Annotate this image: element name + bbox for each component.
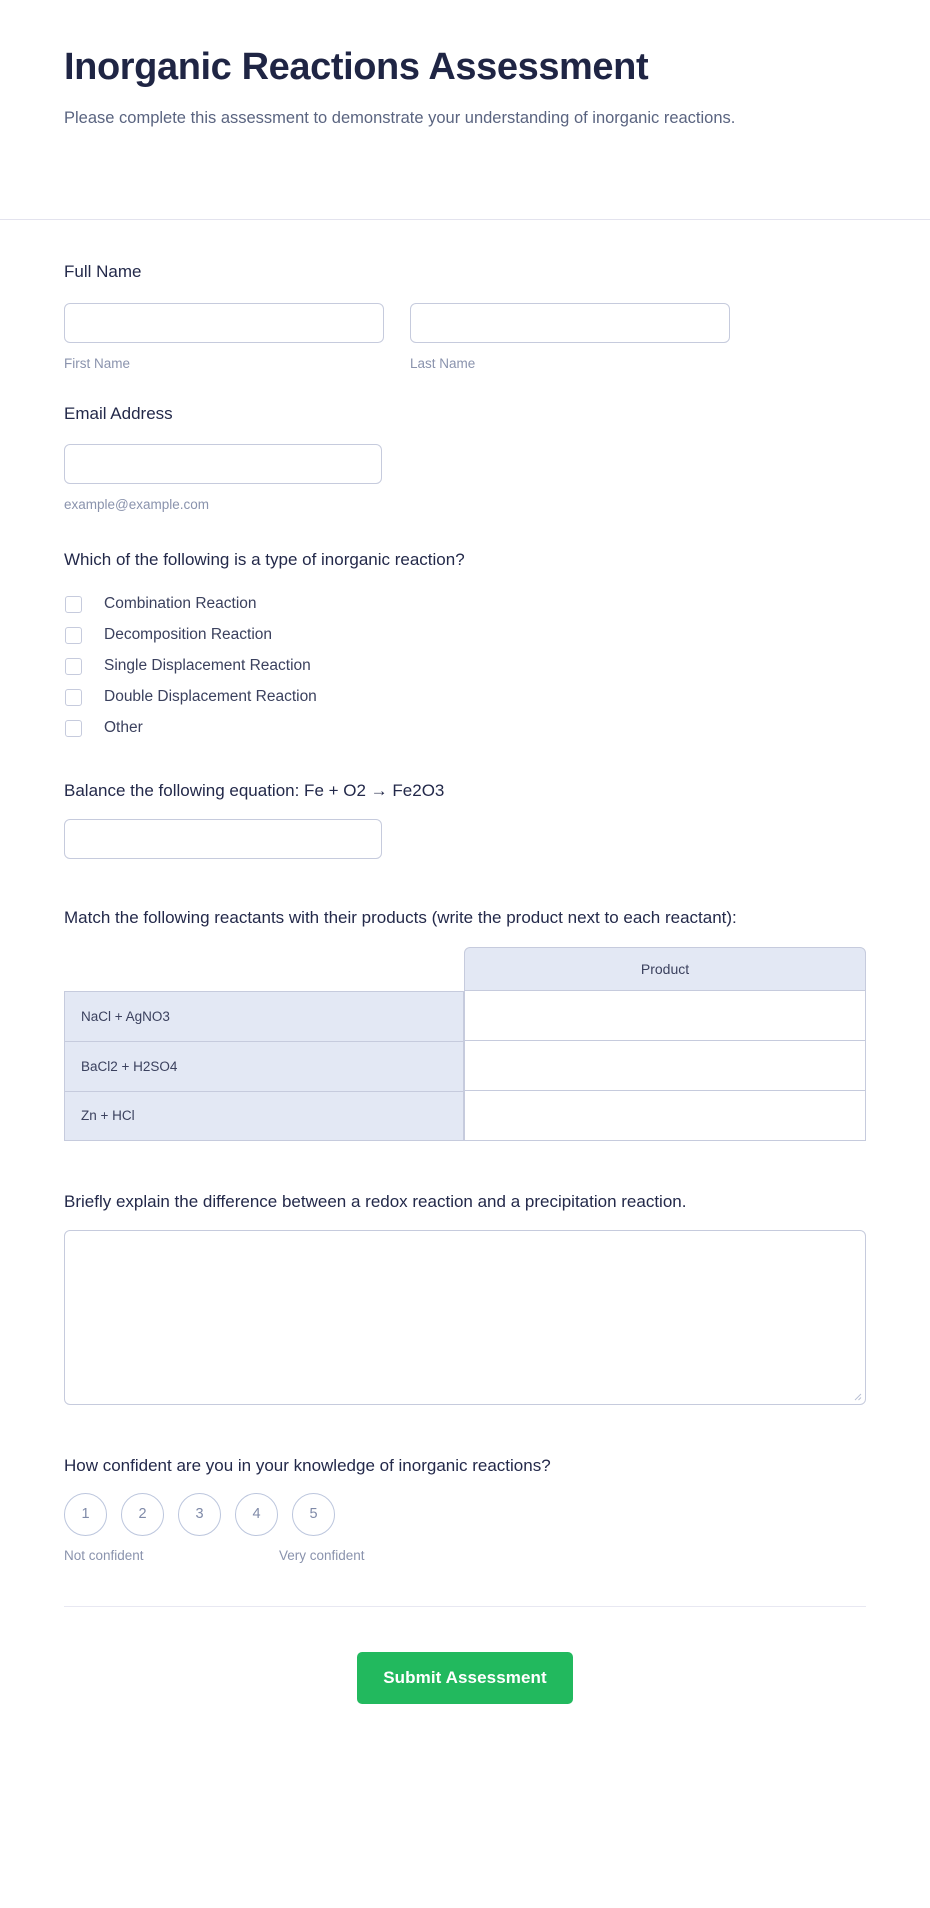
matching-table-body bbox=[64, 991, 866, 1141]
checkbox-icon[interactable] bbox=[65, 596, 82, 613]
rating-option-4[interactable]: 4 bbox=[235, 1493, 278, 1536]
rating-low-label: Not confident bbox=[64, 1547, 144, 1563]
table-product-cell[interactable] bbox=[464, 1091, 866, 1141]
table-product-cell[interactable] bbox=[464, 1041, 866, 1091]
last-name-input[interactable] bbox=[410, 303, 730, 343]
matching-table-head bbox=[64, 947, 866, 991]
table-header-row bbox=[64, 947, 866, 991]
table-row-header: Zn + HCl bbox=[64, 1091, 464, 1141]
balance-equation-label: Balance the following equation: Fe + O2 → Fe2O3 bbox=[64, 780, 445, 800]
reaction-type-question bbox=[64, 547, 866, 744]
checkbox-option[interactable] bbox=[64, 713, 866, 744]
matching-label: Match the following reactants with their products (write the product next to each reactant): bbox=[64, 908, 737, 928]
rating-high-label: Very confident bbox=[279, 1547, 365, 1563]
table-product-cell[interactable] bbox=[464, 991, 866, 1041]
explain-textarea[interactable] bbox=[64, 1230, 866, 1405]
checkbox-option-label: Other bbox=[104, 719, 143, 737]
email-label: Email Address bbox=[64, 403, 173, 423]
confidence-label: How confident are you in your knowledge of inorganic reactions? bbox=[64, 1456, 551, 1476]
rating-option-2[interactable]: 2 bbox=[121, 1493, 164, 1536]
balance-equation-input[interactable] bbox=[64, 819, 382, 859]
confidence-scale bbox=[64, 1493, 866, 1536]
reaction-type-options bbox=[64, 589, 866, 744]
last-name-col bbox=[410, 303, 730, 374]
rating-option-3[interactable]: 3 bbox=[178, 1493, 221, 1536]
balance-input-col bbox=[64, 819, 382, 859]
explain-question bbox=[64, 1189, 866, 1406]
checkbox-icon[interactable] bbox=[65, 720, 82, 737]
email-col bbox=[64, 444, 382, 515]
form-footer bbox=[64, 1607, 866, 1704]
submit-button[interactable]: Submit Assessment bbox=[357, 1652, 573, 1704]
full-name-row bbox=[64, 303, 866, 374]
confidence-question bbox=[64, 1453, 866, 1570]
checkbox-option-label: Combination Reaction bbox=[104, 595, 257, 613]
table-column-header: Product bbox=[464, 947, 866, 991]
balance-equation-question bbox=[64, 778, 866, 860]
checkbox-option[interactable] bbox=[64, 651, 866, 682]
form-body bbox=[0, 220, 930, 1704]
checkbox-option-label: Single Displacement Reaction bbox=[104, 657, 311, 675]
rating-option-5[interactable]: 5 bbox=[292, 1493, 335, 1536]
table-row bbox=[64, 991, 866, 1041]
checkbox-option-label: Double Displacement Reaction bbox=[104, 688, 317, 706]
form-header bbox=[0, 0, 930, 219]
checkbox-option[interactable] bbox=[64, 682, 866, 713]
first-name-sub-label: First Name bbox=[64, 355, 131, 371]
email-input[interactable] bbox=[64, 444, 382, 484]
explain-label: Briefly explain the difference between a redox reaction and a precipitation reaction. bbox=[64, 1191, 687, 1211]
table-row bbox=[64, 1041, 866, 1091]
first-name-input[interactable] bbox=[64, 303, 384, 343]
page-subtitle: Please complete this assessment to demonstrate your understanding of inorganic reactions. bbox=[64, 108, 736, 127]
checkbox-icon[interactable] bbox=[65, 689, 82, 706]
email-field-block bbox=[64, 402, 866, 516]
matching-table bbox=[64, 947, 866, 1141]
page-title: Inorganic Reactions Assessment bbox=[64, 46, 649, 88]
rating-labels bbox=[64, 1548, 464, 1570]
table-row-header: BaCl2 + H2SO4 bbox=[64, 1041, 464, 1091]
matching-question bbox=[64, 905, 866, 1141]
checkbox-icon[interactable] bbox=[65, 658, 82, 675]
checkbox-option[interactable] bbox=[64, 589, 866, 620]
checkbox-option[interactable] bbox=[64, 620, 866, 651]
first-name-col bbox=[64, 303, 384, 374]
checkbox-icon[interactable] bbox=[65, 627, 82, 644]
table-row-header: NaCl + AgNO3 bbox=[64, 991, 464, 1041]
checkbox-option-label: Decomposition Reaction bbox=[104, 626, 273, 644]
resize-grip-icon[interactable] bbox=[850, 1389, 862, 1401]
full-name-field-block bbox=[64, 260, 866, 374]
matching-table-wrap bbox=[64, 947, 866, 1141]
reaction-type-label: Which of the following is a type of inorganic reaction? bbox=[64, 550, 465, 570]
full-name-label: Full Name bbox=[64, 262, 142, 281]
last-name-sub-label: Last Name bbox=[410, 355, 476, 371]
table-corner-cell bbox=[64, 947, 464, 991]
table-row bbox=[64, 1091, 866, 1141]
rating-option-1[interactable]: 1 bbox=[64, 1493, 107, 1536]
email-sub-label: example@example.com bbox=[64, 497, 210, 513]
